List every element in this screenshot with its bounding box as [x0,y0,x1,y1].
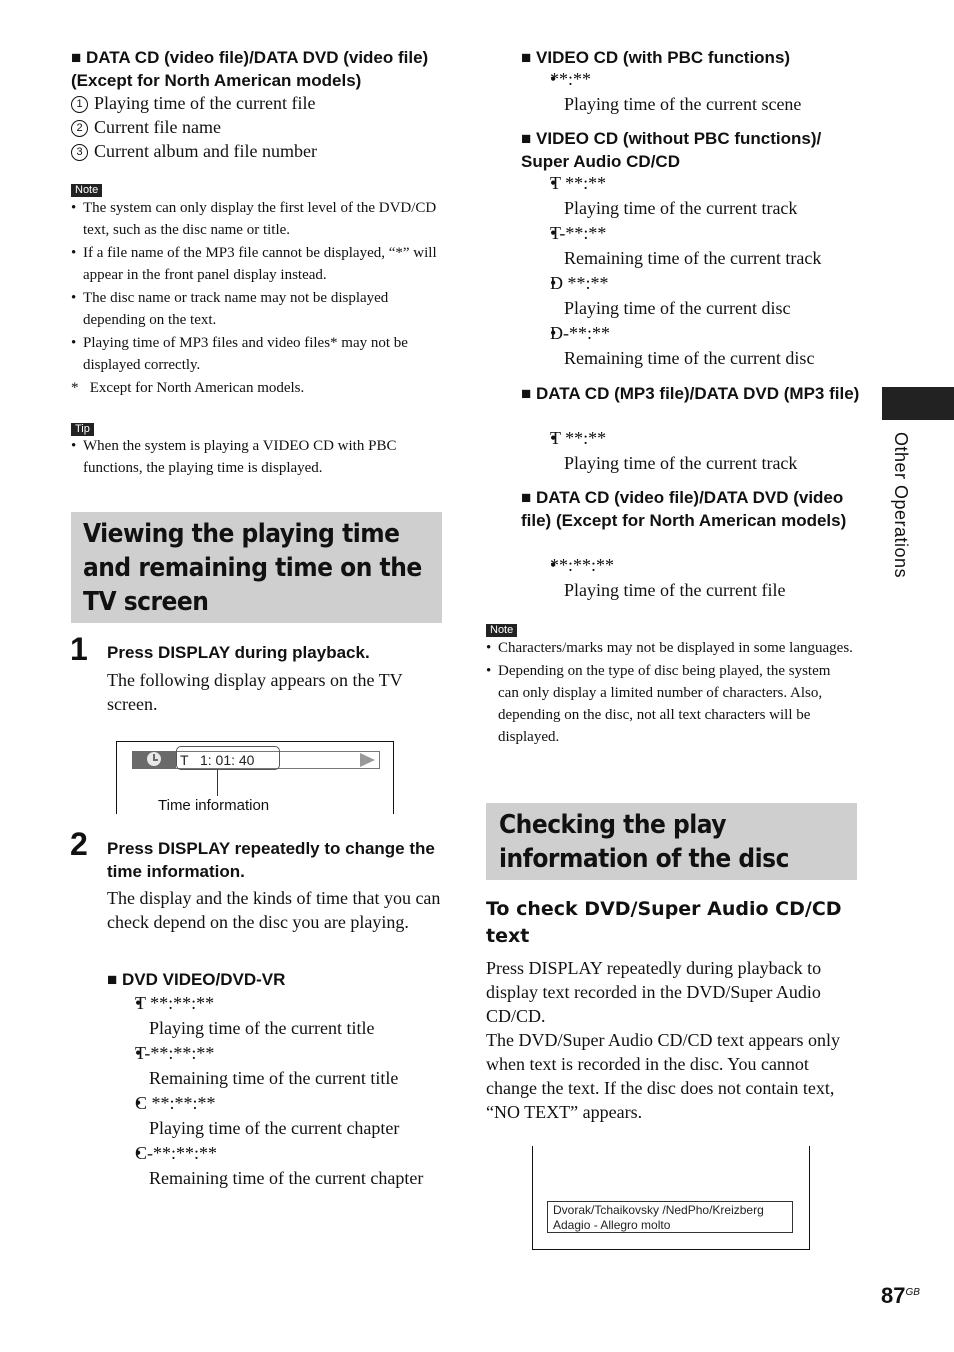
time-readout: T 1: 01: 40 [180,752,255,768]
list-item: 2 Current file name [71,115,451,139]
section-title: Viewing the playing time and remaining time on the TV screen [83,519,422,617]
list-item: • T **:**:** Playing time of the current title [135,991,455,1041]
step1-body: The following display appears on the TV screen. [107,670,403,714]
vcd-nopbc-list [550,171,860,371]
square-bullet-icon: ■ [521,129,532,148]
section-title: Checking the play information of the disc [499,810,789,874]
notes-list [71,197,443,399]
mp3-heading: ■ DATA CD (MP3 file)/DATA DVD (MP3 file) [521,384,860,403]
display-bar-left [132,751,176,769]
note-item: • Characters/marks may not be displayed in some languages. [486,637,854,659]
list-item: • D-**:** Remaining time of the current disc [550,321,860,371]
note-item: • Depending on the type of disc being played, the system can only display a limited number of characters. Also, depending on the disc, not all text characters will be displayed. [486,660,854,748]
tv-screen-illustration [116,741,395,814]
tip-label: Tip [71,419,94,437]
subheading: To check DVD/Super Audio CD/CD text [486,898,842,947]
list-item: • T-**:**:** Remaining time of the current title [135,1041,455,1091]
vcd-pbc-heading: ■ VIDEO CD (with PBC functions) [521,48,791,67]
step-number: 1 [70,631,88,667]
list-item: • **:** Playing time of the current scene [550,67,860,117]
step2-heading: Press DISPLAY repeatedly to change the time information. [107,839,435,881]
note-label: Note [486,620,517,638]
step2-body: The display and the kinds of time that you can check depend on the disc you are playing. [107,888,441,932]
square-bullet-icon: ■ [107,970,118,989]
dvd-heading: ■ DVD VIDEO/DVD-VR [107,970,286,989]
note-label: Note [71,180,102,198]
callout-line [217,770,218,796]
square-bullet-icon: ■ [71,48,82,67]
footnote: * Except for North American models. [71,380,305,396]
note-item: • Playing time of MP3 files and video files* may not be displayed correctly. [71,332,443,376]
square-bullet-icon: ■ [521,488,532,507]
page-number: $87^{GB}$ [881,1283,920,1308]
square-bullet-icon: ■ [521,384,532,403]
disc-text-line: Adagio - Allegro molto [553,1218,671,1232]
notes-list [486,637,854,748]
datacd-item-list [71,91,451,163]
list-item: • T **:** Playing time of the current track [550,171,860,221]
list-item: 3 Current album and file number [71,139,451,163]
video-file-list [550,553,860,603]
paragraph: Press DISPLAY repeatedly during playback to display text recorded in the DVD/Super Audio CD/CD. [486,958,822,1026]
side-tab-marker [882,387,954,420]
note-item: • If a file name of the MP3 file cannot be displayed, “*” will appear in the front panel display instead. [71,242,443,286]
time-information-caption: Time information [158,797,270,814]
note-item: • The disc name or track name may not be displayed depending on the text. [71,287,443,331]
list-item: • D **:** Playing time of the current disc [550,271,860,321]
tv-screen-illustration [532,1146,810,1250]
list-item: • **:**:** Playing time of the current file [550,553,860,603]
list-item: 1 Playing time of the current file [71,91,451,115]
list-item: • T-**:** Remaining time of the current track [550,221,860,271]
step-number: 2 [70,826,88,862]
step1-heading: Press DISPLAY during playback. [107,643,370,662]
tip-list [71,435,443,479]
disc-text-display [547,1201,793,1233]
vcd-pbc-list [550,67,860,117]
list-item: • C-**:**:** Remaining time of the current chapter [135,1141,455,1191]
square-bullet-icon: ■ [521,48,532,67]
dvd-time-list [135,991,455,1191]
clock-icon [147,752,161,766]
tip-item: • When the system is playing a VIDEO CD with PBC functions, the playing time is displayed. [71,435,443,479]
video-file-heading: ■ DATA CD (video file)/DATA DVD (video file) (Except for North American models) [521,488,847,530]
note-item: • The system can only display the first level of the DVD/CD text, such as the disc name or title. [71,197,443,241]
play-icon [360,753,375,767]
list-item: • T **:** Playing time of the current track [550,426,860,476]
paragraph: The DVD/Super Audio CD/CD text appears only when text is recorded in the disc. You cannot change the text. If the disc does not contain text, “NO TEXT” appears. [486,1030,840,1122]
vcd-nopbc-heading: ■ VIDEO CD (without PBC functions)/ Super Audio CD/CD [521,129,822,171]
side-tab-label: Other Operations [891,432,911,579]
disc-text-line: Dvorak/Tchaikovsky /NedPho/Kreizberg [553,1203,764,1217]
section-title-box [486,803,857,880]
datacd-video-heading: ■ DATA CD (video file)/DATA DVD (video file) (Except for North American models) [71,48,429,90]
list-item: • C **:**:** Playing time of the current chapter [135,1091,455,1141]
section-title-box [71,512,442,623]
mp3-list [550,426,860,476]
